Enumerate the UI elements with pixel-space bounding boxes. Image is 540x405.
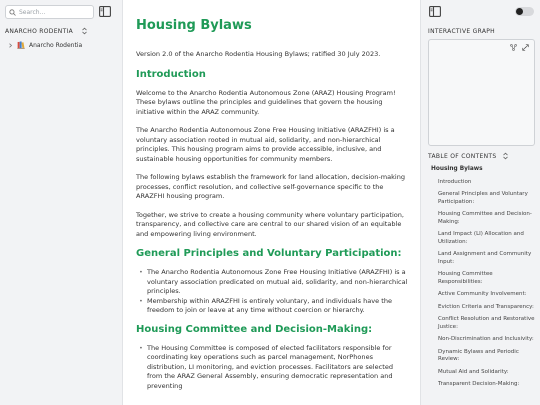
paragraph: The Anarcho Rodentia Autonomous Zone Free Housing Initiative (ARAZFHI) is a voluntary association rooted in mutual aid, solidarity, and non-hierarchical principles. This housing program aims to provide accessible, inclusive, and sustainable housing opportunities for community members.: [136, 126, 395, 163]
tree-item-anarcho-rodentia[interactable]: [8, 41, 82, 49]
paragraph: Together, we strive to create a housing community where voluntary participation, transparency, and collective care are central to our shared vision of an equitable and empowering living environment.: [136, 210, 405, 238]
toc-item[interactable]: General Principles and Voluntary Participation:: [438, 191, 528, 205]
list-item: • The Anarcho Rodentia Autonomous Zone Free Housing Initiative (ARAZFHI) is a voluntary association predicated on mutual aid, solidarity, and non-hierarchical principles.: [136, 268, 408, 297]
toc-item[interactable]: Housing Committee Responsibilities:: [438, 271, 493, 285]
paragraph: Welcome to the Anarcho Rodentia Autonomous Zone (ARAZ) Housing Program! These bylaws outline the principles and guidelines that govern the housing initiative within the ARAZ community.: [136, 88, 396, 116]
toc-item[interactable]: Non-Discrimination and Inclusivity:: [438, 336, 534, 342]
graph-icon[interactable]: [510, 44, 517, 51]
chevron-up-down-icon: [502, 152, 509, 160]
table-of-contents: [431, 166, 536, 394]
list-item: • Membership within ARAZFHI is entirely voluntary, and individuals have the freedom to join or leave at any time without coercion or hierarchy.: [136, 297, 408, 316]
toc-item[interactable]: Conflict Resolution and Restorative Justice:: [438, 316, 535, 330]
document-content: [136, 18, 408, 399]
heading-housing-committee: Housing Committee and Decision-Making:: [136, 323, 373, 335]
bullet-list: [136, 344, 408, 392]
search-icon: [9, 9, 16, 16]
document-pane: [123, 0, 420, 405]
toc-item[interactable]: Land Impact (LI) Allocation and Utilization:: [438, 231, 524, 245]
graph-label: INTERACTIVE GRAPH: [428, 28, 495, 35]
heading-introduction: Introduction: [136, 68, 206, 80]
interactive-graph[interactable]: [428, 39, 535, 146]
sidebar-toggle-icon[interactable]: [99, 6, 111, 17]
search-box[interactable]: [5, 5, 94, 19]
heading-general-principles: General Principles and Voluntary Participation:: [136, 248, 402, 259]
chevron-right-icon[interactable]: [8, 43, 13, 48]
vault-name: ANARCHO RODENTIA: [5, 27, 74, 35]
expand-icon[interactable]: [522, 44, 529, 51]
toc-label: TABLE OF CONTENTS: [428, 152, 497, 160]
toc-item[interactable]: Land Assignment and Community Input:: [438, 251, 532, 265]
vault-selector[interactable]: [5, 27, 88, 35]
version-line: Version 2.0 of the Anarcho Rodentia Housing Bylaws; ratified 30 July 2023.: [136, 50, 381, 58]
toc-item[interactable]: Eviction Criteria and Transparency:: [438, 303, 534, 310]
bullet-list: [136, 268, 408, 316]
list-item: • The Housing Committee is composed of elected facilitators responsible for coordinating key operations such as parcel management, NorPhones distribution, LI monitoring, and eviction processes. Facilitators are selected from the ARAZ General Assembly, ensuring democratic representation and preventing: [136, 344, 408, 392]
toc-item[interactable]: Housing Bylaws: [431, 166, 483, 172]
tree-item-label: Anarcho Rodentia: [29, 41, 83, 49]
sidebar-toggle-icon[interactable]: [429, 6, 441, 17]
search-input[interactable]: [19, 9, 89, 16]
toggle-knob: [516, 8, 523, 15]
right-panel: [420, 0, 540, 405]
paragraph: The following bylaws establish the framework for land allocation, decision-making processes, conflict resolution, and collective self-governance specific to the ARAZFHI housing program.: [136, 173, 406, 200]
theme-toggle[interactable]: [515, 7, 534, 16]
books-icon: [17, 41, 25, 49]
left-sidebar: [0, 0, 123, 405]
toc-item[interactable]: Mutual Aid and Solidarity:: [438, 368, 509, 375]
toc-header[interactable]: [428, 152, 509, 160]
toc-item[interactable]: Dynamic Bylaws and Periodic Review:: [438, 348, 519, 362]
toc-item[interactable]: Active Community Involvement:: [438, 291, 527, 297]
toc-item[interactable]: Housing Committee and Decision-Making:: [438, 211, 532, 225]
page-title: Housing Bylaws: [136, 18, 252, 33]
toc-item[interactable]: Transparent Decision-Making:: [438, 381, 520, 387]
chevron-up-down-icon: [81, 27, 88, 35]
toc-item[interactable]: Introduction: [438, 178, 472, 185]
graph-toolbar: [510, 44, 529, 51]
